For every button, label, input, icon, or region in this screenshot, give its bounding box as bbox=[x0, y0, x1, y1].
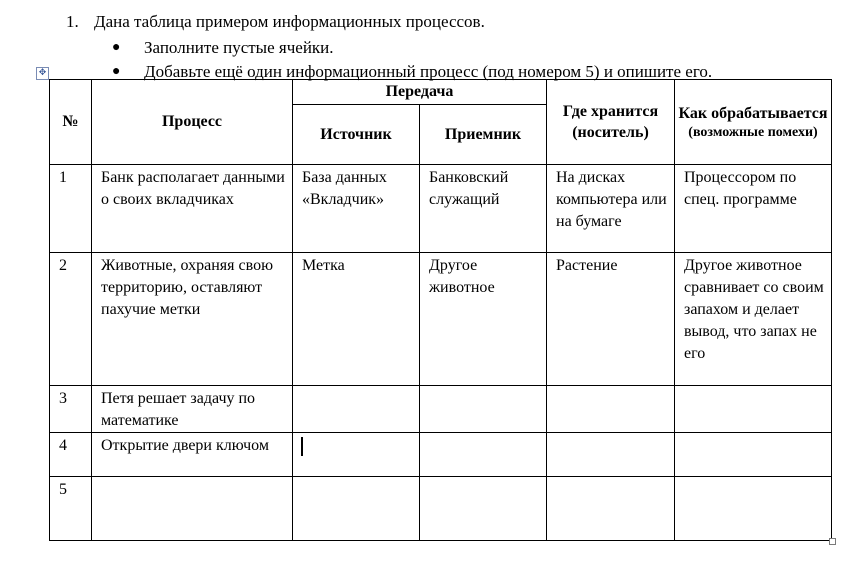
cell-process[interactable]: Банк располагает данными о своих вкладчиках bbox=[92, 165, 293, 253]
cell-process[interactable] bbox=[92, 477, 293, 541]
cell-no[interactable]: 3 bbox=[50, 386, 92, 433]
cell-storage[interactable] bbox=[547, 433, 675, 477]
cell-processing[interactable] bbox=[675, 433, 832, 477]
cell-process[interactable]: Животные, охраняя свою территорию, оставляют пахучие метки bbox=[92, 253, 293, 386]
cell-storage[interactable] bbox=[547, 477, 675, 541]
header-noise-text: (возможные помехи) bbox=[688, 125, 818, 140]
cell-source[interactable]: Метка bbox=[293, 253, 420, 386]
header-processing[interactable] bbox=[675, 80, 832, 165]
cell-no[interactable]: 5 bbox=[50, 477, 92, 541]
table-row bbox=[50, 433, 832, 477]
bullet-icon: ● bbox=[112, 64, 121, 79]
text-cursor bbox=[301, 437, 303, 456]
cell-processing[interactable]: Другое животное сравнивает со своим запахом и делает вывод, что запах не его bbox=[675, 253, 832, 386]
cell-process[interactable]: Петя решает задачу по математике bbox=[92, 386, 293, 433]
cell-processing[interactable] bbox=[675, 386, 832, 433]
header-storage-text: Где хранится (носитель) bbox=[562, 103, 659, 141]
header-transfer[interactable]: Передача bbox=[293, 80, 547, 105]
table-row bbox=[50, 477, 832, 541]
task-title: Дана таблица примером информационных процессов. bbox=[94, 12, 485, 31]
cell-storage[interactable]: На дисках компьютера или на бумаге bbox=[547, 165, 675, 253]
cell-source[interactable] bbox=[293, 386, 420, 433]
table-resize-handle[interactable] bbox=[829, 538, 836, 545]
table-row bbox=[50, 165, 832, 253]
process-table bbox=[49, 79, 832, 541]
cell-source[interactable]: База данных «Вкладчик» bbox=[293, 165, 420, 253]
cell-no[interactable]: 4 bbox=[50, 433, 92, 477]
table-row bbox=[50, 253, 832, 386]
header-storage[interactable] bbox=[547, 80, 675, 165]
cell-receiver[interactable] bbox=[420, 477, 547, 541]
cell-source[interactable] bbox=[293, 433, 420, 477]
cell-process[interactable]: Открытие двери ключом bbox=[92, 433, 293, 477]
bullet-text: Заполните пустые ячейки. bbox=[144, 38, 334, 57]
cell-processing[interactable] bbox=[675, 477, 832, 541]
cell-receiver[interactable] bbox=[420, 386, 547, 433]
table-move-handle-icon[interactable]: ✥ bbox=[36, 67, 49, 80]
header-no[interactable]: № bbox=[50, 80, 92, 165]
cell-storage[interactable]: Растение bbox=[547, 253, 675, 386]
cell-no[interactable]: 1 bbox=[50, 165, 92, 253]
header-process[interactable]: Процесс bbox=[92, 80, 293, 165]
cell-source[interactable] bbox=[293, 477, 420, 541]
cell-receiver[interactable] bbox=[420, 433, 547, 477]
table-header-row bbox=[50, 80, 832, 105]
cell-storage[interactable] bbox=[547, 386, 675, 433]
task-number: 1. bbox=[66, 12, 79, 31]
bullet-text: Добавьте ещё один информационный процесс (под номером 5) и опишите его. bbox=[144, 62, 713, 81]
cell-receiver[interactable]: Другое животное bbox=[420, 253, 547, 386]
header-processing-text: Как обрабатывается bbox=[678, 105, 828, 122]
bullet-icon: ● bbox=[112, 40, 121, 55]
header-receiver[interactable]: Приемник bbox=[420, 105, 547, 165]
cell-no[interactable]: 2 bbox=[50, 253, 92, 386]
cell-processing[interactable]: Процессором по спец. программе bbox=[675, 165, 832, 253]
header-source[interactable]: Источник bbox=[293, 105, 420, 165]
cell-receiver[interactable]: Банковский служащий bbox=[420, 165, 547, 253]
table-row bbox=[50, 386, 832, 433]
